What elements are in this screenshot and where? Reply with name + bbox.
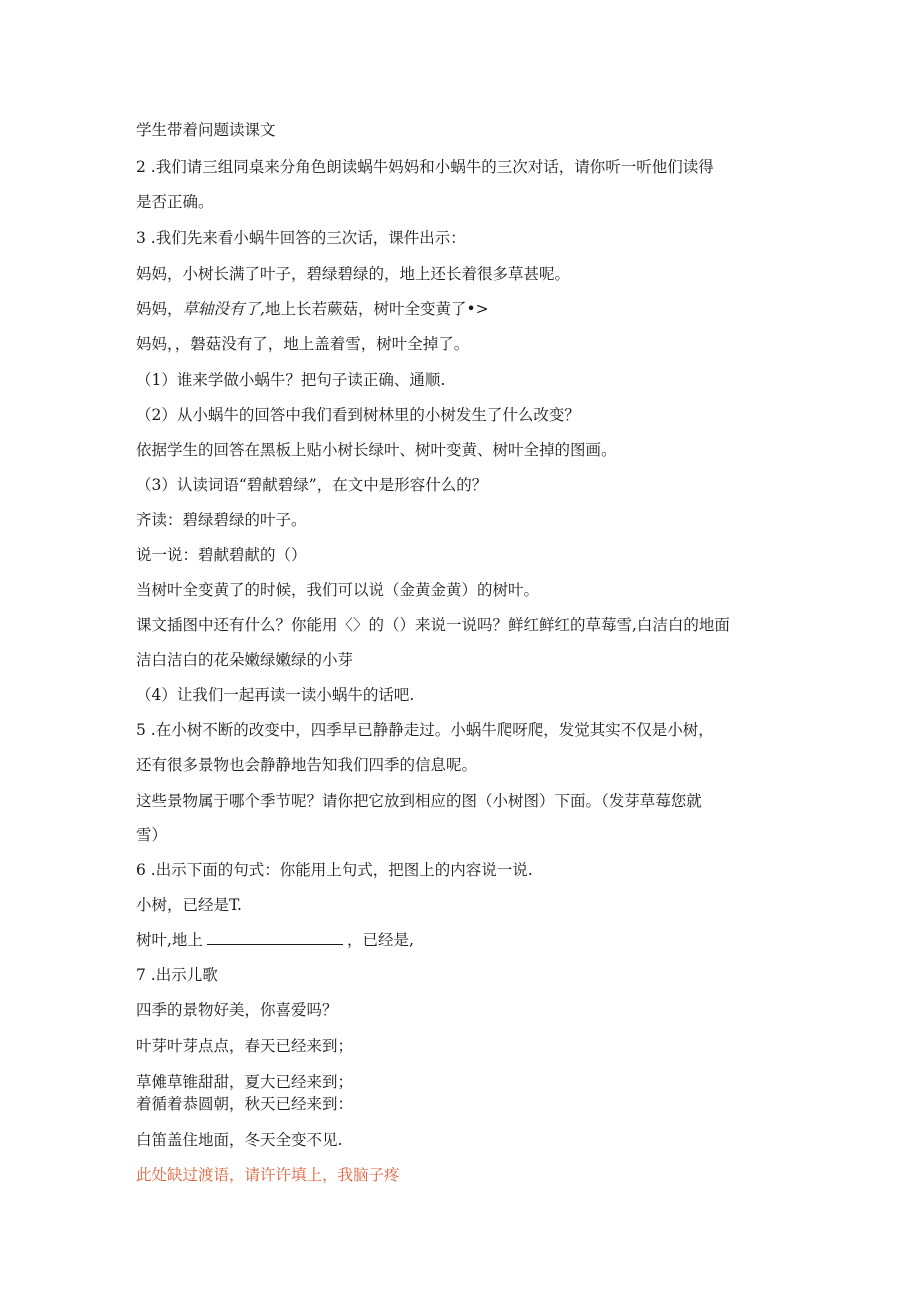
text-line: 6 .出示下面的句式：你能用上句式，把图上的内容说一说. [136, 861, 533, 879]
text-line: 妈妈，，磐菇没有了，地上盖着雪，树叶全掉了。 [136, 335, 470, 353]
text-line: （1）谁来学做小蜗牛？把句子读正确、通顺. [136, 371, 446, 389]
text-segment: 妈妈， [136, 300, 183, 318]
text-line: （2）从小蜗牛的回答中我们看到树林里的小树发生了什么改变？ [136, 406, 580, 424]
text-line: 妈妈，小树长满了叶子，碧绿碧绿的，地上还长着很多草甚呢。 [136, 265, 571, 283]
text-line: 白笛盖住地面，冬天全变不见. [136, 1131, 343, 1149]
text-line: 说一说：碧献碧献的（） [136, 546, 307, 564]
text-line: 7 .出示儿歌 [136, 966, 218, 984]
text-line: 还有很多景物也会静静地告知我们四季的信息呢。 [136, 756, 478, 774]
text-line: 这些景物属于哪个季节呢？请你把它放到相应的图（小树图）下面。（发芽草莓您就 [136, 792, 702, 810]
text-line: 着循着恭圆朝，秋天已经来到： [136, 1095, 354, 1113]
text-line: 5 .在小树不断的改变中，四季早已静静走过。小蜗牛爬呀爬，发觉其实不仅是小树， [136, 721, 714, 739]
text-line: 3 .我们先来看小蜗牛回答的三次话，课件出示： [136, 229, 466, 247]
text-line: 四季的景物好美，你喜爱吗？ [136, 1001, 338, 1019]
text-line: 是否正确。 [136, 193, 214, 211]
text-line-mixed [136, 299, 489, 319]
text-line: 学生带着问题读课文 [136, 121, 276, 139]
fill-in-blank [207, 930, 343, 945]
text-line: 2 .我们请三组同桌来分角色朗读蜗牛妈妈和小蜗牛的三次对话，请你听一听他们读得 [136, 158, 714, 176]
editor-note: 此处缺过渡语，请许许填上，我脑子疼 [136, 1166, 400, 1184]
text-line: 课文插图中还有什么？你能用〈〉的（）来说一说吗？鲜红鲜红的草莓雪,白洁白的地面 [136, 616, 730, 634]
text-line: 依据学生的回答在黑板上贴小树长绿叶、树叶变黄、树叶全掉的图画。 [136, 441, 617, 459]
text-line: 雪） [136, 826, 168, 844]
text-segment: ，已经是, [346, 931, 414, 949]
text-line: 齐读：碧绿碧绿的叶子。 [136, 511, 307, 529]
text-line: 当树叶全变黄了的时候，我们可以说（金黄金黄）的树叶。 [136, 581, 540, 599]
text-line: 叶芽叶芽点点，春天已经来到； [136, 1037, 354, 1055]
text-segment: 地上长若蕨菇，树叶全变黄了•> [264, 300, 489, 318]
text-segment: 树叶,地上 [136, 931, 203, 949]
text-line: （3）认读词语“碧献碧绿”，在文中是形容什么的？ [136, 476, 488, 494]
fill-in-line [136, 930, 414, 950]
text-segment-italic: 草轴没有了, [182, 300, 265, 318]
text-line: 洁白洁白的花朵嫩绿嫩绿的小芽 [136, 651, 354, 669]
text-line: 草傩草锥甜甜，夏大已经来到； [136, 1073, 354, 1091]
text-line: （4）让我们一起再读一读小蜗牛的话吧. [136, 686, 415, 704]
text-line: 小树，已经是T. [136, 896, 242, 914]
